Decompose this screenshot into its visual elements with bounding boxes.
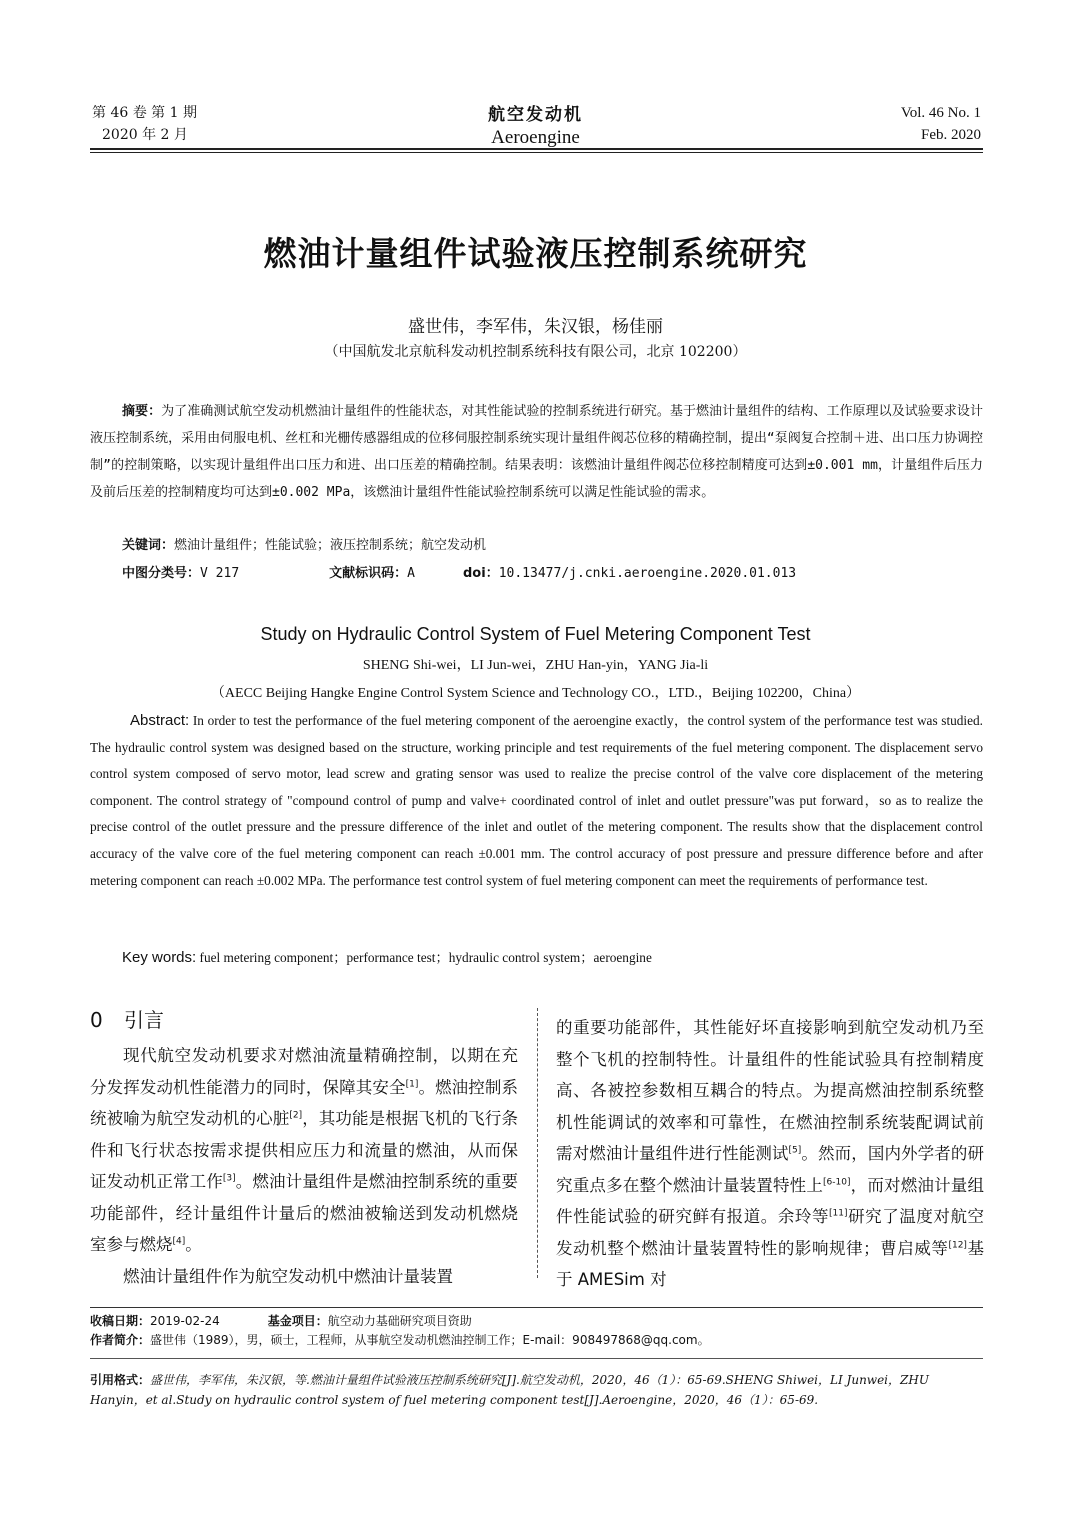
keywords-en: [122, 946, 652, 970]
text-run: 现代航空发动机要求对燃油流量精确控制，以期在充分发挥发动机性能潜力的同时，保障其安全: [90, 1046, 518, 1097]
received-label: 收稿日期：: [90, 1314, 151, 1328]
footnote-received-fund: [90, 1312, 983, 1331]
keywords-en-text: fuel metering component；performance test；hydraulic control system；aeroengine: [199, 950, 652, 965]
citation-ref[interactable]: [3]: [222, 1173, 236, 1184]
header-rule-thin: [90, 152, 983, 153]
text-run: 。燃油计量组件是燃油控制系统的重要功能部件，经计量组件计量后的燃油被输送到发动机燃烧室参与燃烧: [90, 1172, 519, 1254]
abstract-en-label: Abstract:: [130, 712, 190, 729]
affiliation-en: （AECC Beijing Hangke Engine Control System Science and Technology CO.，LTD.，Beijing 102200，China）: [210, 686, 861, 701]
affiliation-cn: （中国航发北京航科发动机控制系统科技有限公司，北京 102200）: [324, 344, 747, 360]
fund-value: 航空动力基础研究项目资助: [327, 1314, 472, 1328]
citation-ref[interactable]: [11]: [829, 1208, 848, 1219]
date-cn: 2020 年 2 月: [102, 127, 188, 143]
footnote-author: [90, 1331, 983, 1350]
journal-name-en: Aeroengine: [491, 127, 580, 148]
citation-ref[interactable]: [6-10]: [823, 1177, 851, 1187]
paper-title-en: Study on Hydraulic Control System of Fuel Metering Component Test: [260, 624, 811, 644]
text-run: 。: [185, 1235, 202, 1254]
citation-ref[interactable]: [2]: [289, 1110, 303, 1121]
text-run: 的重要功能部件，其性能好坏直接影响到航空发动机乃至整个飞机的控制特性。计量组件的性能试验具有控制精度高、各被控参数相互耦合的特点。为提高燃油控制系统整机性能调试的效率和可靠性，在燃油控制系统装配调试前需对燃油计量组件进行性能测试: [556, 1018, 984, 1163]
paragraph-1: [90, 1040, 518, 1261]
running-header-right: [901, 102, 981, 146]
keywords-en-label: Key words:: [122, 949, 197, 966]
doc-code-value: A: [407, 566, 415, 581]
abstract-cn-label: 摘要：: [122, 404, 162, 419]
author-bio-label: 作者简介：: [90, 1333, 151, 1347]
volume-issue-cn: 第 46 卷 第 1 期: [92, 105, 197, 121]
clc-label: 中图分类号：: [122, 566, 201, 581]
abstract-cn: [90, 398, 983, 506]
citation-rule: [90, 1358, 983, 1359]
clc-value: V 217: [200, 566, 240, 581]
text-run: ，其功能是根据飞机的飞行条件和飞行状态按需求提供相应压力和流量的燃油，从而保证发动机正常工作: [90, 1109, 519, 1191]
abstract-en-text: In order to test the performance of the fuel metering component of the aeroengine exactly，the control system of the performance test was studied. The hydraulic control system was designed based on the structure, working principle and test requirements of the fuel metering component. The displacement servo control system composed of servo motor, lead screw and grating sensor was used to realize the precise control of the valve core displacement of the metering component. The control strategy of "compound control of pump and valve+ coordinated control of inlet and outlet pressure"was put forward，so as to realize the precise control of the outlet pressure and the pressure difference of the inlet and outlet of the metering component. The results show that the displacement control accuracy of the valve core of the fuel metering component can reach ±0.001 mm. The control accuracy of post pressure and pressure difference before and after metering component can reach ±0.002 MPa. The performance test control system of fuel metering component can meet the requirements of performance test.: [90, 713, 984, 888]
text-run: 。燃油控制系统被喻为航空发动机的心脏: [90, 1077, 519, 1128]
citation-ref[interactable]: [4]: [172, 1236, 186, 1247]
citation-ref[interactable]: [5]: [788, 1145, 802, 1156]
abstract-cn-text: 为了准确测试航空发动机燃油计量组件的性能状态，对其性能试验的控制系统进行研究。基于燃油计量组件的结构、工作原理以及试验要求设计液压控制系统，采用由伺服电机、丝杠和光栅传感器组成的位移伺服控制系统实现计量组件阀芯位移的精确控制，提出“泵阀复合控制＋进、出口压力协调控制”的控制策略，以实现计量组件出口压力和进、出口压差的精确控制。结果表明：该燃油计量组件阀芯位移控制精度可达到±0.001 mm，计量组件后压力及前后压差的控制精度均可达到±0.002 MPa，该燃油计量组件性能试验控制系统可以满足性能试验的需求。: [90, 404, 983, 500]
classification-row: [122, 563, 796, 585]
fund-label: 基金项目：: [267, 1314, 328, 1328]
text-run: 研究了温度对航空发动机整个燃油计量装置特性的影响规律；曹启威等: [556, 1207, 985, 1258]
citation-ref[interactable]: [12]: [948, 1240, 967, 1250]
citation-text: 盛世伟，李军伟，朱汉银，等.燃油计量组件试验液压控制系统研究[J].航空发动机，2020，46（1）：65-69.SHENG Shiwei，LI Junwei，ZHU Hanyin，et al.Study on hydraulic control system of fuel metering component test[J].Aeroengine，2020，46（1）：65-69.: [90, 1373, 929, 1407]
abstract-en: [90, 708, 983, 894]
citation-ref[interactable]: [1]: [405, 1079, 419, 1089]
author-bio-value: 盛世伟（1989），男，硕士，工程师，从事航空发动机燃油控制工作；E-mail：908497868@qq.com。: [150, 1333, 710, 1347]
journal-name-cn: 航空发动机: [488, 105, 583, 125]
citation-label: 引用格式：: [90, 1373, 151, 1387]
doc-code-label: 文献标识码：: [329, 566, 408, 581]
doi-value[interactable]: 10.13477/j.cnki.aeroengine.2020.01.013: [498, 566, 797, 581]
text-run: 基于 AMESim 对: [556, 1238, 985, 1289]
authors-en: SHENG Shi-wei，LI Jun-wei，ZHU Han-yin，YANG Jia-li: [362, 658, 709, 673]
header-rule-thick: [90, 148, 983, 150]
paragraph-2: 燃油计量组件作为航空发动机中燃油计量装置: [123, 1266, 453, 1286]
received-value: 2019-02-24: [150, 1314, 220, 1328]
paper-title-cn: 燃油计量组件试验液压控制系统研究: [263, 234, 808, 273]
section-title: 引言: [124, 1008, 164, 1032]
date-en: Feb. 2020: [921, 127, 981, 143]
section-heading: [90, 1004, 164, 1033]
authors-cn: 盛世伟，李军伟，朱汉银，杨佳丽: [408, 317, 663, 337]
body-column-right: [556, 1012, 984, 1296]
volume-issue-en: Vol. 46 No. 1: [900, 105, 981, 121]
keywords-cn-text: 燃油计量组件；性能试验；液压控制系统；航空发动机: [174, 538, 487, 553]
footnote-rule: [90, 1307, 983, 1308]
text-run: ，而对燃油计量组件性能试验的研究鲜有报道。余玲等: [556, 1175, 984, 1226]
citation-format: [90, 1370, 983, 1410]
column-divider: [537, 1008, 538, 1278]
doi-label: doi：: [463, 566, 499, 581]
section-number: 0: [90, 1008, 103, 1032]
keywords-cn: [122, 535, 486, 557]
body-column-left: [90, 1040, 518, 1292]
text-run: 。然而，国内外学者的研究重点多在整个燃油计量装置特性上: [556, 1144, 985, 1195]
keywords-cn-label: 关键词：: [122, 538, 175, 553]
